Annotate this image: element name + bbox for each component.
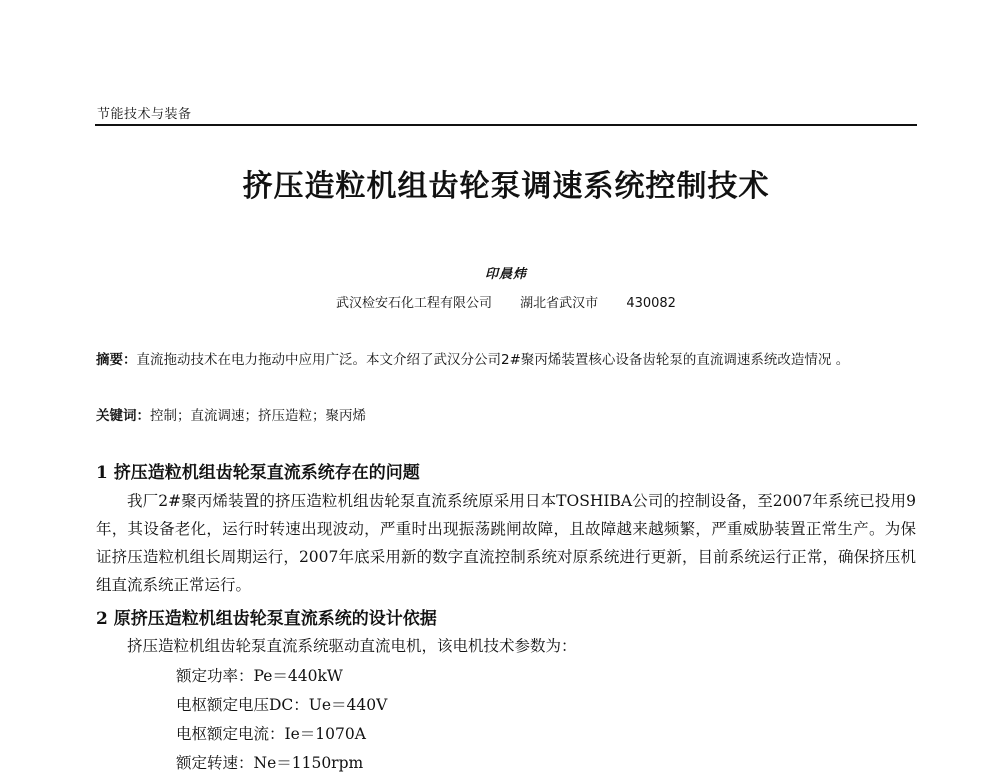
section-2-heading: 2 原挤压造粒机组齿轮泵直流系统的设计依据	[96, 609, 437, 629]
abstract	[96, 348, 911, 372]
param-armature-current: 电枢额定电流：Ie＝1070A	[176, 725, 366, 743]
affiliation-postcode: 430082	[626, 296, 676, 311]
author-name: 印晨炜	[484, 267, 527, 282]
paper-title: 挤压造粒机组齿轮泵调速系统控制技术	[242, 169, 770, 204]
motor-parameter-list	[176, 662, 388, 772]
param-rated-power: 额定功率：Pe＝440kW	[176, 667, 343, 685]
abstract-text: 直流拖动技术在电力拖动中应用广泛。本文介绍了武汉分公司2#聚丙烯装置核心设备齿轮泵的直流调速系统改造情况 。	[136, 352, 850, 368]
param-armature-voltage: 电枢额定电压DC：Ue＝440V	[176, 696, 388, 714]
affiliation	[95, 292, 917, 311]
keywords	[96, 404, 911, 424]
keywords-text: 控制；直流调速；挤压造粒；聚丙烯	[150, 408, 366, 424]
param-rated-speed: 额定转速：Ne＝1150rpm	[176, 754, 364, 772]
affiliation-location: 湖北省武汉市	[520, 296, 599, 311]
section-2-paragraph: 挤压造粒机组齿轮泵直流系统驱动直流电机，该电机技术参数为：	[127, 637, 577, 655]
section-1-heading: 1 挤压造粒机组齿轮泵直流系统存在的问题	[96, 463, 420, 483]
affiliation-org: 武汉检安石化工程有限公司	[336, 296, 493, 311]
keywords-label: 关键词：	[96, 408, 150, 424]
section-1-paragraph: 我厂2#聚丙烯装置的挤压造粒机组齿轮泵直流系统原采用日本TOSHIBA公司的控制设备，至2007年系统已投用9年，其设备老化，运行时转速出现波动，严重时出现振荡跳闸故障，且故障越来越频繁，严重威胁装置正常生产。为保证挤压造粒机组长周期运行，2007年底采用新的数字直流控制系统对原系统进行更新，目前系统运行正常，确保挤压机组直流系统正常运行。	[96, 492, 916, 594]
header-rule	[95, 124, 917, 126]
running-header: 节能技术与装备	[97, 107, 192, 122]
abstract-label: 摘要：	[96, 352, 137, 368]
